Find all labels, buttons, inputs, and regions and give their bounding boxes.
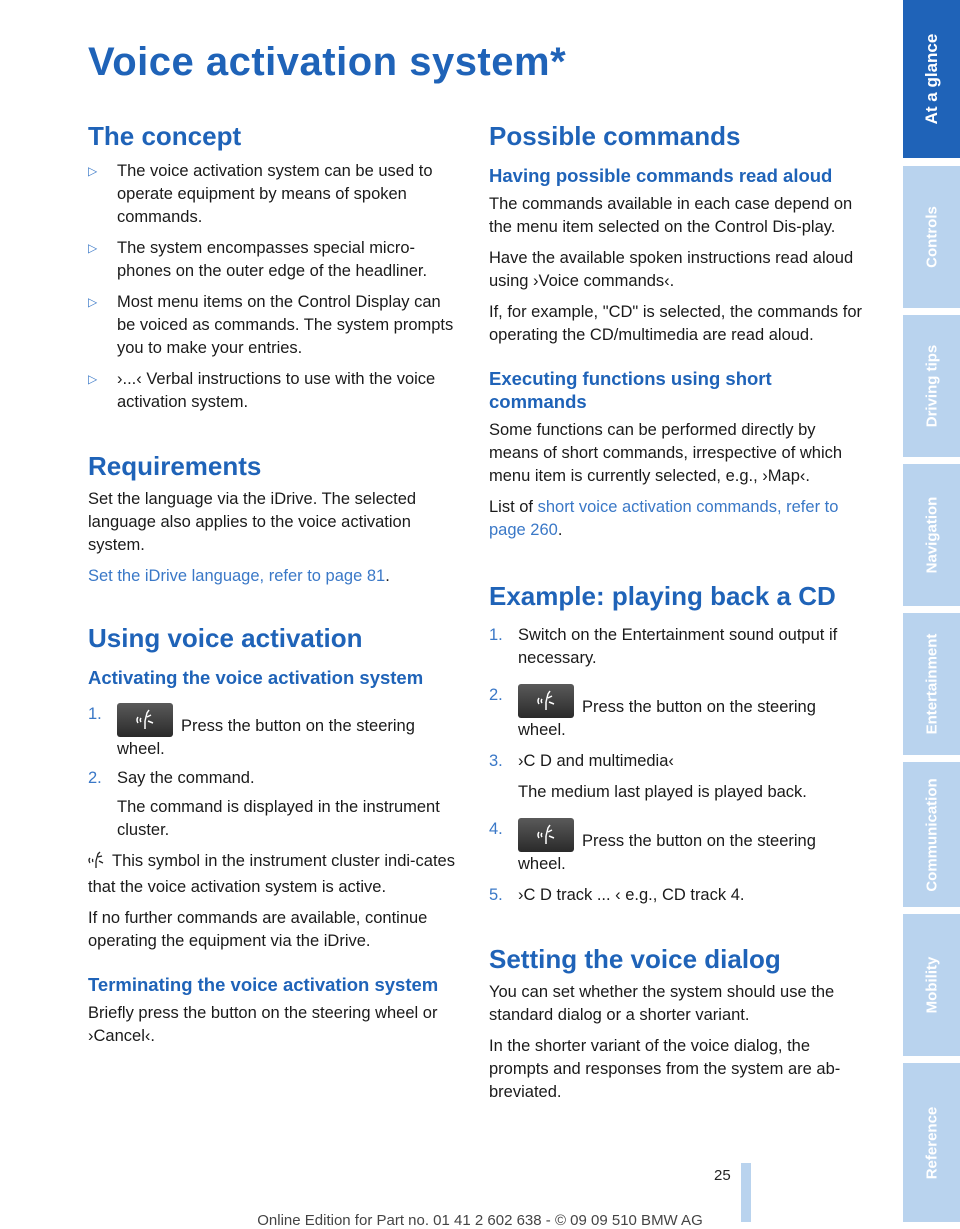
footer-text: Online Edition for Part no. 01 41 2 602 638 - © 09 09 510 BMW AG bbox=[257, 1212, 703, 1229]
short-commands-link-line: List of short voice activation commands, refer to page 260. bbox=[489, 498, 839, 539]
concept-bullet: ▷ The system encompasses special micro-phones on the outer edge of the headliner. bbox=[88, 237, 463, 283]
dialog-heading: Setting the voice dialog bbox=[489, 944, 781, 974]
chapter-sidebar bbox=[903, 0, 960, 1222]
requirements-link-line: Set the iDrive language, refer to page 81. bbox=[88, 567, 390, 585]
left-column bbox=[88, 120, 463, 1048]
voice-button-icon bbox=[117, 703, 173, 737]
requirements-heading: Requirements bbox=[88, 451, 262, 481]
step-item: 2. Say the command. bbox=[88, 769, 255, 787]
tab-reference[interactable]: Reference bbox=[903, 1063, 960, 1222]
dialog-p2: In the shorter variant of the voice dialog, the prompts and responses from the system are ab-breviated. bbox=[489, 1037, 841, 1101]
possible-heading: Possible commands bbox=[489, 121, 741, 151]
step-item: 4. Press the button on the steering wheel. bbox=[489, 820, 816, 873]
step-note: The medium last played is played back. bbox=[518, 783, 807, 801]
symbol-text-line: This symbol in the instrument cluster indi-cates that the voice activation system is active. bbox=[88, 852, 455, 896]
tab-navigation[interactable]: Navigation bbox=[903, 464, 960, 606]
voice-button-icon bbox=[518, 684, 574, 718]
example-heading: Example: playing back a CD bbox=[489, 581, 836, 611]
triangle-bullet-icon: ▷ bbox=[88, 372, 98, 386]
using-heading: Using voice activation bbox=[88, 623, 363, 653]
requirements-text: Set the language via the iDrive. The selected language also applies to the voice activation system. bbox=[88, 490, 417, 554]
language-page-link[interactable]: Set the iDrive language, refer to page 81 bbox=[88, 567, 386, 585]
short-commands-page-link[interactable]: short voice activation commands, refer to page 260 bbox=[489, 498, 839, 539]
terminate-text: Briefly press the button on the steering wheel or ›Cancel‹. bbox=[88, 1004, 438, 1045]
dialog-p1: You can set whether the system should use the standard dialog or a shorter variant. bbox=[489, 983, 835, 1024]
short-commands-subheading: Executing functions using short commands bbox=[489, 368, 772, 412]
concept-heading: The concept bbox=[88, 121, 242, 151]
activating-subheading: Activating the voice activation system bbox=[88, 667, 424, 688]
tab-entertainment[interactable]: Entertainment bbox=[903, 613, 960, 755]
possible-p1: The commands available in each case depend on the menu item selected on the Control Dis-play. bbox=[489, 195, 853, 236]
tab-mobility[interactable]: Mobility bbox=[903, 914, 960, 1056]
tab-communication[interactable]: Communication bbox=[903, 762, 960, 907]
step-item: 1. Press the button on the steering wheel. bbox=[88, 705, 415, 758]
tab-driving-tips[interactable]: Driving tips bbox=[903, 315, 960, 457]
triangle-bullet-icon: ▷ bbox=[88, 164, 98, 178]
tab-controls[interactable]: Controls bbox=[903, 166, 960, 308]
possible-p2: Have the available spoken instructions read aloud using ›Voice commands‹. bbox=[489, 249, 854, 290]
read-aloud-subheading: Having possible commands read aloud bbox=[489, 165, 833, 186]
page-number: 25 bbox=[714, 1167, 731, 1184]
concept-bullet: ▷ The voice activation system can be used to operate equipment by means of spoken commands. bbox=[88, 160, 463, 229]
step-item: 5. ›C D track ... ‹ e.g., CD track 4. bbox=[489, 886, 745, 904]
voice-button-icon bbox=[518, 818, 574, 852]
triangle-bullet-icon: ▷ bbox=[88, 241, 98, 255]
terminating-subheading: Terminating the voice activation system bbox=[88, 974, 439, 995]
possible-p4: Some functions can be performed directly by means of short commands, irrespective of which menu item is currently selected, e.g., ›Map‹. bbox=[489, 421, 843, 485]
tab-at-a-glance[interactable]: At a glance bbox=[903, 0, 960, 158]
concept-bullet: ▷ ›...‹ Verbal instructions to use with the voice activation system. bbox=[88, 368, 463, 414]
step-item: 3. ›C D and multimedia‹ bbox=[489, 752, 674, 770]
page-title: Voice activation system* bbox=[88, 40, 567, 84]
continue-text: If no further commands are available, continue operating the equipment via the iDrive. bbox=[88, 909, 428, 950]
step-item: 2. Press the button on the steering wheel. bbox=[489, 686, 816, 739]
step-note: The command is displayed in the instrument cluster. bbox=[117, 798, 440, 839]
concept-bullet: ▷ Most menu items on the Control Display can be voiced as commands. The system prompts you to make your entries. bbox=[88, 291, 463, 360]
right-column bbox=[489, 120, 864, 1104]
step-item: 1. Switch on the Entertainment sound output if necessary. bbox=[489, 626, 838, 667]
triangle-bullet-icon: ▷ bbox=[88, 295, 98, 309]
possible-p3: If, for example, "CD" is selected, the commands for operating the CD/multimedia are read aloud. bbox=[489, 303, 863, 344]
voice-active-symbol-icon bbox=[88, 851, 106, 876]
